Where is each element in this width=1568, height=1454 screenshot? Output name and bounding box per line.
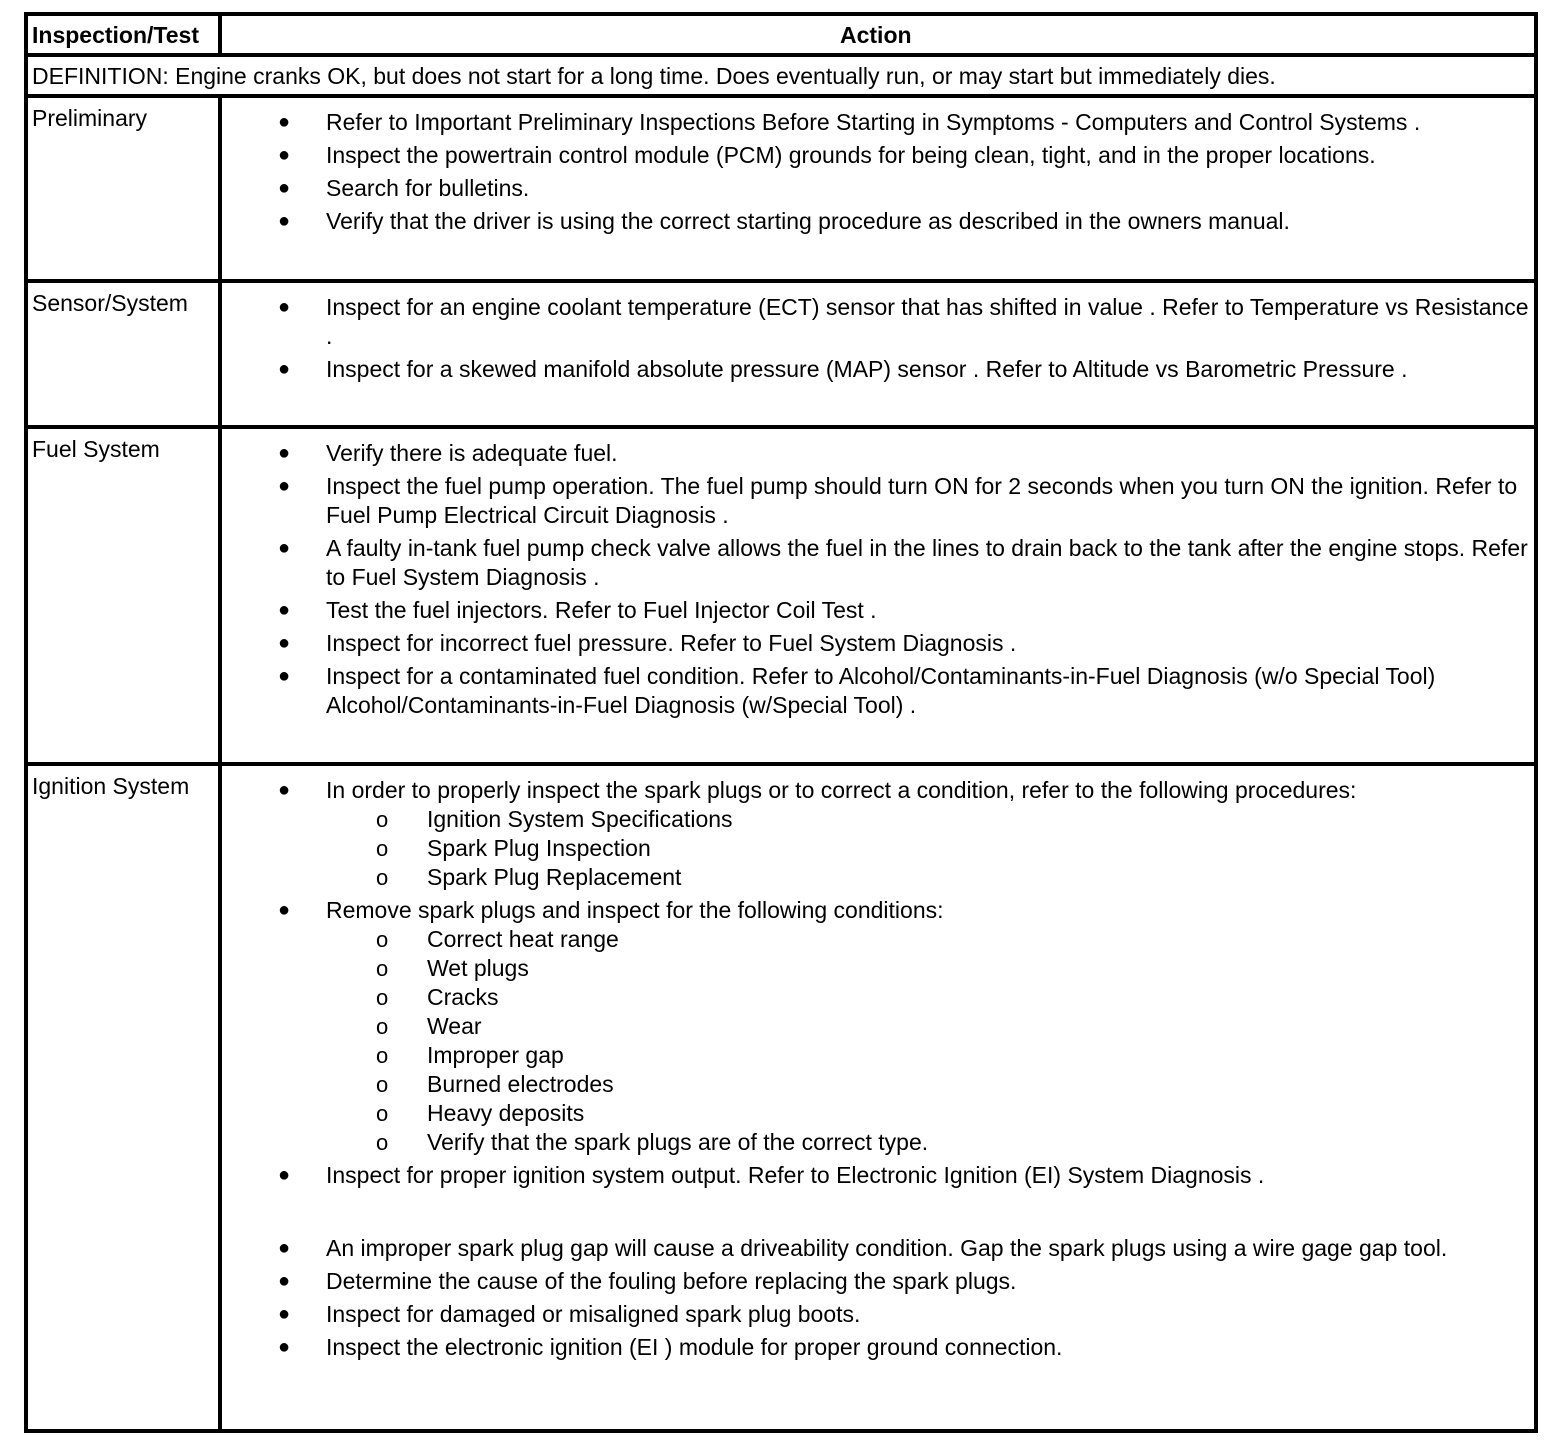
list-item: ● Inspect the electronic ignition (EI ) module for proper ground connection. <box>278 1334 1063 1360</box>
list-item: ● Test the fuel injectors. Refer to Fuel Injector Coil Test . <box>278 597 877 623</box>
sub-list-item: o Wet plugs <box>376 955 529 981</box>
ignition-system-actions <box>222 776 1534 1362</box>
circle-bullet-icon: o <box>376 1014 389 1039</box>
list-item: ● Inspect for proper ignition system output. Refer to Electronic Ignition (EI) System Diagnosis . <box>278 1162 1265 1188</box>
list-item: ● Inspect for an engine coolant temperature (ECT) sensor that has shifted in value . Refer to Temperature vs Resistance . <box>278 294 1529 349</box>
list-item: ● Verify there is adequate fuel. <box>278 440 618 466</box>
bullet-icon: ● <box>278 177 291 199</box>
bullet-icon: ● <box>278 475 291 497</box>
list-item: ● Inspect the fuel pump operation. The fuel pump should turn ON for 2 seconds when you turn ON the ignition. Refer to Fuel Pump Electrical Circuit Diagnosis . <box>278 473 1518 528</box>
sub-list-item: o Improper gap <box>376 1042 564 1068</box>
row-label-preliminary: Preliminary <box>32 105 148 131</box>
list-item: ● Inspect for incorrect fuel pressure. Refer to Fuel System Diagnosis . <box>278 630 1017 656</box>
bullet-icon: ● <box>278 442 291 464</box>
bullet-icon: ● <box>278 1237 291 1259</box>
row-label-sensor-system: Sensor/System <box>32 290 188 316</box>
bullet-icon: ● <box>278 358 291 380</box>
circle-bullet-icon: o <box>376 985 389 1010</box>
bullet-icon: ● <box>278 899 291 921</box>
header-inspection-test: Inspection/Test <box>32 22 199 48</box>
list-item: ● Inspect for a skewed manifold absolute pressure (MAP) sensor . Refer to Altitude vs Barometric Pressure . <box>278 356 1408 382</box>
list-item: ● Inspect for a contaminated fuel condition. Refer to Alcohol/Contaminants-in-Fuel Diagnosis (w/o Special Tool) Alcohol/Contaminants-in-Fuel Diagnosis (w/Special Tool) . <box>278 663 1436 718</box>
list-item: ● Inspect the powertrain control module (PCM) grounds for being clean, tight, and in the proper locations. <box>278 142 1376 168</box>
circle-bullet-icon: o <box>376 956 389 981</box>
bullet-icon: ● <box>278 1270 291 1292</box>
sub-list-procedures <box>326 805 1534 892</box>
sub-list-item: o Spark Plug Replacement <box>376 864 682 890</box>
circle-bullet-icon: o <box>376 1130 389 1155</box>
list-item: ● In order to properly inspect the spark plugs or to correct a condition, refer to the following procedures: o Ignition System Specifications o Spark Plug Inspection o Spark Plug Replacement <box>222 776 1534 892</box>
row-divider <box>24 425 1538 429</box>
header-action: Action <box>840 22 912 48</box>
bullet-icon: ● <box>278 632 291 654</box>
bullet-icon: ● <box>278 1303 291 1325</box>
bullet-icon: ● <box>278 599 291 621</box>
circle-bullet-icon: o <box>376 836 389 861</box>
list-item: ● Verify that the driver is using the correct starting procedure as described in the owners manual. <box>278 208 1290 234</box>
row-divider <box>24 53 1538 57</box>
bullet-icon: ● <box>278 779 291 801</box>
circle-bullet-icon: o <box>376 927 389 952</box>
bullet-icon: ● <box>278 1164 291 1186</box>
list-item: ● Search for bulletins. <box>278 175 530 201</box>
bullet-icon: ● <box>278 111 291 133</box>
list-item: ● Refer to Important Preliminary Inspections Before Starting in Symptoms - Computers and Control Systems . <box>278 109 1421 135</box>
sub-list-item: o Cracks <box>376 984 499 1010</box>
row-label-fuel-system: Fuel System <box>32 436 160 462</box>
sub-list-item: o Spark Plug Inspection <box>376 835 651 861</box>
fuel-system-actions <box>222 439 1534 720</box>
circle-bullet-icon: o <box>376 807 389 832</box>
sub-list-item: o Correct heat range <box>376 926 619 952</box>
sub-list-item: o Wear <box>376 1013 482 1039</box>
row-divider <box>24 279 1538 283</box>
definition-text: DEFINITION: Engine cranks OK, but does not start for a long time. Does eventually run, or may start but immediately dies. <box>32 63 1276 89</box>
circle-bullet-icon: o <box>376 1072 389 1097</box>
column-divider <box>218 12 222 55</box>
row-divider <box>24 94 1538 98</box>
list-item: ● Remove spark plugs and inspect for the following conditions: o Correct heat range o Wet plugs o Cracks o Wear o Improper gap o Burned electrodes o Heavy deposits o Verify that the spark plugs are of the correct type. <box>222 896 1534 1157</box>
sub-list-item: o Verify that the spark plugs are of the correct type. <box>376 1129 929 1155</box>
sub-list-conditions <box>326 925 1534 1157</box>
circle-bullet-icon: o <box>376 1101 389 1126</box>
sub-list-item: o Burned electrodes <box>376 1071 614 1097</box>
bullet-icon: ● <box>278 537 291 559</box>
circle-bullet-icon: o <box>376 865 389 890</box>
bullet-icon: ● <box>278 144 291 166</box>
bullet-icon: ● <box>278 665 291 687</box>
list-item: ● An improper spark plug gap will cause a driveability condition. Gap the spark plugs using a wire gage gap tool. <box>278 1235 1448 1261</box>
list-item: ● Determine the cause of the fouling before replacing the spark plugs. <box>278 1268 1017 1294</box>
bullet-icon: ● <box>278 1336 291 1358</box>
preliminary-actions <box>222 108 1534 236</box>
list-item: ● Inspect for damaged or misaligned spark plug boots. <box>278 1301 861 1327</box>
row-label-ignition-system: Ignition System <box>32 773 190 799</box>
bullet-icon: ● <box>278 296 291 318</box>
sensor-system-actions <box>222 293 1534 384</box>
sub-list-item: o Heavy deposits <box>376 1100 585 1126</box>
list-item: ● A faulty in-tank fuel pump check valve allows the fuel in the lines to drain back to the tank after the engine stops. Refer to Fuel System Diagnosis . <box>278 535 1528 590</box>
sub-list-item: o Ignition System Specifications <box>376 806 733 832</box>
circle-bullet-icon: o <box>376 1043 389 1068</box>
row-divider <box>24 762 1538 766</box>
bullet-icon: ● <box>278 210 291 232</box>
